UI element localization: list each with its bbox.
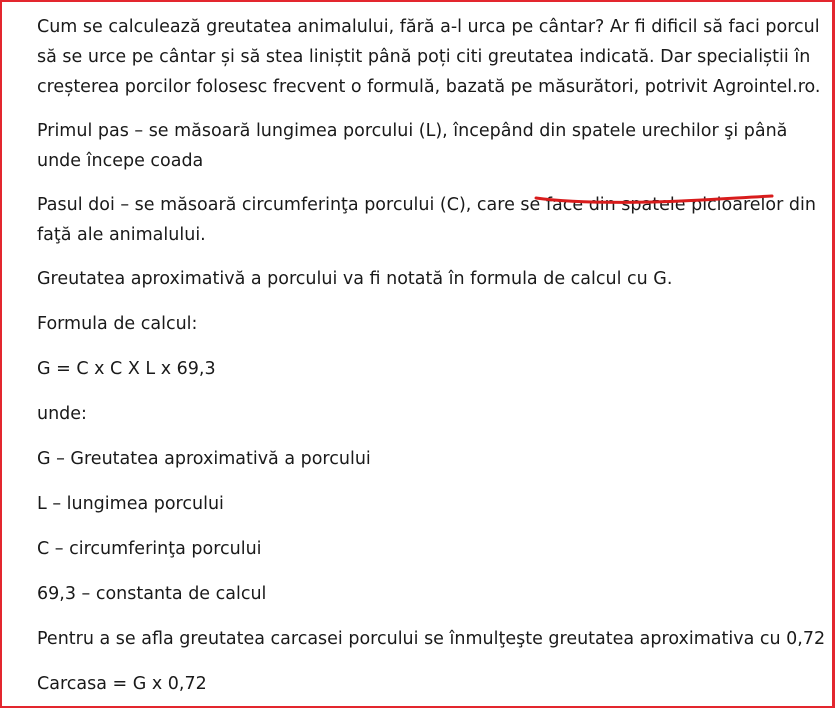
- definition-c: C – circumferinţa porcului: [37, 539, 262, 559]
- where-label: unde:: [37, 404, 87, 424]
- definition-g: G – Greutatea aproximativă a porcului: [37, 449, 371, 469]
- definition-constant: 69,3 – constanta de calcul: [37, 584, 267, 604]
- carcass-paragraph: Pentru a se afla greutatea carcasei porcului se înmulţeşte greutatea aproximativa cu 0,72: [37, 629, 826, 649]
- intro-paragraph: Cum se calculează greutatea animalului, fără a-l urca pe cântar? Ar fi dificil să faci porcul să se urce pe cântar și să stea liniștit până poți citi greutatea indicată. Dar specialiștii în creșterea porcilor folosesc frecvent o formulă, bazată pe măsurători, potrivit Agrointel.ro.: [37, 17, 821, 97]
- weight-notation-paragraph: Greutatea aproximativă a porcului va fi notată în formula de calcul cu G.: [37, 269, 673, 289]
- step-two-text-before: Pasul doi – se măsoară circumferinţa porcului (C), care se face: [37, 195, 589, 215]
- carcass-formula: Carcasa = G x 0,72: [37, 674, 207, 694]
- step-two-paragraph: [37, 190, 827, 250]
- formula-heading: Formula de calcul:: [37, 314, 198, 334]
- article-body: [37, 12, 827, 714]
- definition-l: L – lungimea porcului: [37, 494, 224, 514]
- step-one-paragraph: Primul pas – se măsoară lungimea porcului (L), începând din spatele urechilor şi până unde începe coada: [37, 121, 788, 171]
- highlighted-phrase: din spatele picioarelor din faţă: [37, 195, 816, 245]
- formula-line: G = C x C X L x 69,3: [37, 359, 216, 379]
- step-two-text-after: ale animalului.: [71, 225, 206, 245]
